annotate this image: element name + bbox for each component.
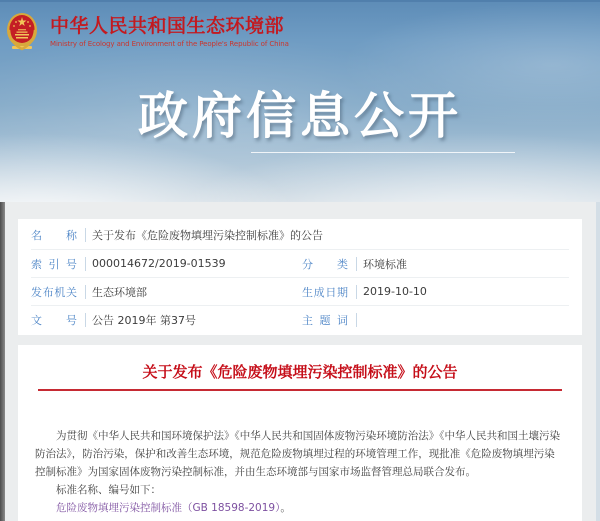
meta-keywords-cell — [302, 312, 569, 328]
column-divider — [85, 313, 86, 327]
title-underline — [38, 389, 562, 391]
meta-label-name: 名称 — [31, 229, 77, 242]
meta-category-cell — [302, 256, 569, 272]
meta-index-cell — [31, 256, 302, 272]
column-divider — [85, 285, 86, 299]
meta-value-index: 000014672/2019-01539 — [92, 257, 226, 270]
meta-value-docnumber: 公告 2019年 第37号 — [92, 313, 196, 327]
announcement-title: 关于发布《危险废物填埋污染控制标准》的公告 — [142, 363, 458, 381]
standard-link-suffix: 。 — [280, 502, 291, 514]
masthead-text — [50, 11, 289, 48]
meta-value-category: 环境标准 — [363, 257, 407, 271]
column-divider — [356, 257, 357, 271]
column-divider — [356, 285, 357, 299]
meta-label-index: 索引号 — [31, 257, 77, 271]
left-edge-strip — [0, 202, 5, 521]
table-row — [31, 277, 569, 305]
page-title: 政府信息公开 — [138, 87, 462, 145]
banner-divider-line — [251, 152, 515, 153]
document-meta-card — [18, 219, 582, 335]
site-logo[interactable] — [6, 11, 289, 53]
meta-label-issuer: 发布机关 — [31, 285, 77, 299]
meta-label-category: 分类 — [302, 257, 348, 271]
right-edge-strip — [596, 202, 600, 521]
meta-issuer-cell — [31, 284, 302, 300]
column-divider — [85, 228, 86, 242]
standard-link-line — [35, 499, 565, 517]
meta-name-cell — [31, 227, 569, 243]
table-row — [31, 305, 569, 333]
china-national-emblem-icon — [6, 11, 38, 53]
ministry-subtitle-en: Ministry of Ecology and Environment of the People's Republic of China — [50, 40, 289, 48]
meta-value-name: 关于发布《危险废物填埋污染控制标准》的公告 — [92, 229, 323, 242]
announcement-body — [35, 427, 565, 517]
body-paragraph: 标准名称、编号如下： — [56, 484, 161, 496]
meta-date-cell — [302, 284, 569, 300]
meta-label-docnumber: 文号 — [31, 313, 77, 327]
meta-value-date: 2019-10-10 — [363, 285, 427, 298]
table-row — [31, 221, 569, 249]
meta-label-date: 生成日期 — [302, 285, 348, 299]
meta-docnumber-cell — [31, 312, 302, 328]
top-edge-line — [0, 0, 600, 2]
column-divider — [85, 257, 86, 271]
table-row — [31, 249, 569, 277]
column-divider — [356, 313, 357, 327]
sky-banner — [0, 0, 600, 202]
announcement-card — [18, 345, 582, 521]
meta-label-keywords: 主题词 — [302, 313, 348, 327]
standard-link[interactable]: 危险废物填埋污染控制标准（GB 18598-2019） — [56, 502, 281, 514]
ministry-title: 中华人民共和国生态环境部 — [50, 15, 285, 37]
meta-value-issuer: 生态环境部 — [92, 285, 147, 299]
body-paragraph: 为贯彻《中华人民共和国环境保护法》《中华人民共和国固体废物污染环境防治法》《中华人民共和国土壤污染防治法》，防治污染，保护和改善生态环境，规范危险废物填埋过程的环境管理工作，现批准《危险废物填埋污染控制标准》为国家固体废物污染控制标准，并由生态环境部与国家市场监督管理总局联合发布。 — [35, 430, 560, 478]
